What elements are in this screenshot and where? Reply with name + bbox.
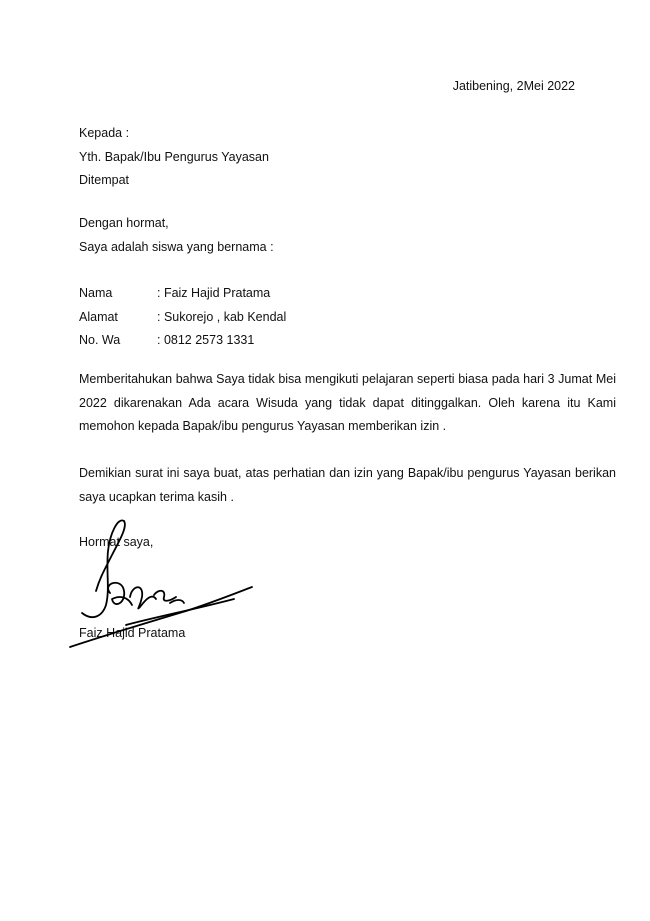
body-paragraph-2: Demikian surat ini saya buat, atas perhatian dan izin yang Bapak/ibu pengurus Yayasan berikan saya ucapkan terima kasih .: [79, 466, 616, 504]
identity-row-name: [79, 282, 619, 306]
identity-value: : 0812 2573 1331: [157, 333, 255, 347]
closing-text: Hormat saya,: [79, 535, 154, 549]
identity-label: Nama: [79, 286, 113, 300]
recipient-line-1: Kepada :: [79, 126, 130, 140]
identity-row-phone: [79, 329, 619, 353]
place-date: Jatibening, 2Mei 2022: [452, 79, 575, 93]
recipient-block: [79, 122, 619, 193]
greeting-block: [79, 212, 619, 259]
intro-text: Saya adalah siswa yang bernama :: [79, 239, 274, 254]
identity-value: : Faiz Hajid Pratama: [157, 286, 271, 300]
handwritten-signature: [66, 513, 256, 653]
identity-value: : Sukorejo , kab Kendal: [157, 309, 287, 324]
body-paragraph-1: Memberitahukan bahwa Saya tidak bisa mengikuti pelajaran seperti biasa pada hari 3 Jumat Mei 2022 dikarenakan Ada acara Wisuda yang tidak dapat ditinggalkan. Oleh karena itu Kami memohon kepada Bapak/ibu pengurus Yayasan memberikan izin .: [79, 372, 616, 433]
identity-block: [79, 282, 619, 353]
signer-name: Faiz Hajid Pratama: [79, 626, 186, 640]
salutation: Dengan hormat,: [79, 216, 169, 230]
identity-label: Alamat: [79, 309, 118, 324]
recipient-line-3: Ditempat: [79, 173, 130, 187]
identity-label: No. Wa: [79, 333, 121, 347]
recipient-line-2: Yth. Bapak/Ibu Pengurus Yayasan: [79, 149, 269, 164]
identity-row-address: [79, 306, 619, 330]
